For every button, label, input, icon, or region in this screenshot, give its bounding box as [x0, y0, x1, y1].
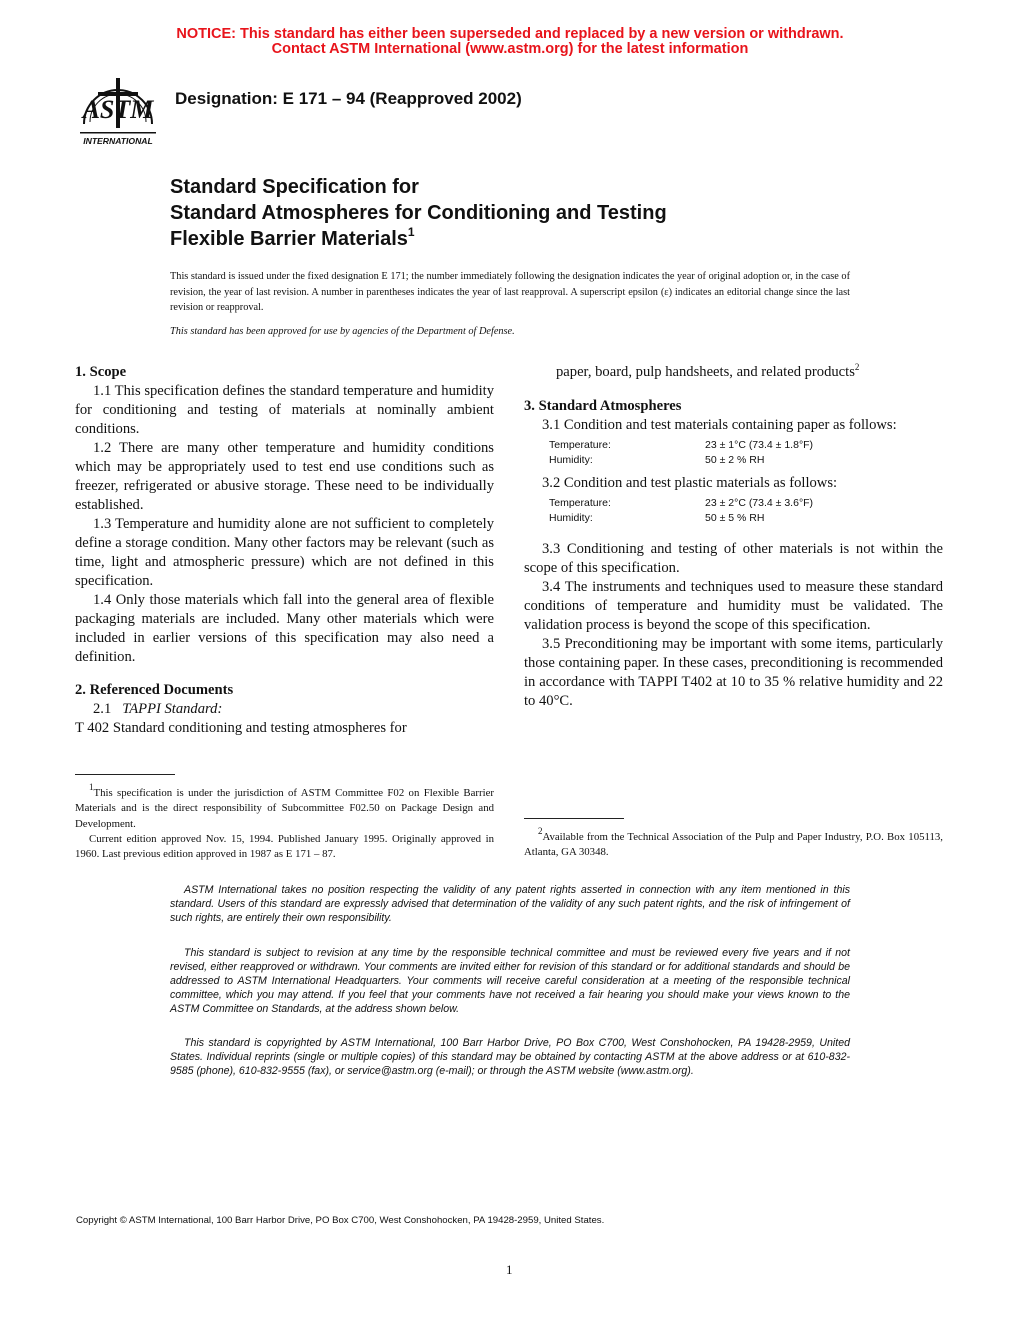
title-footnote-mark[interactable]: 1 [407, 225, 415, 239]
footnote-2-text: Available from the Technical Association of the Pulp and Paper Industry, P.O. Box 105113, Atlanta, GA 30348. [524, 831, 943, 859]
logo-letters: ASTM [82, 95, 154, 124]
footnote-rule-left [75, 774, 175, 775]
tappi-sub-title: TAPPI Standard: [122, 701, 223, 717]
footnote-1-mark: 1 [89, 782, 94, 792]
patent-disclaimer-text: ASTM International takes no position respecting the validity of any patent rights asserted in connection with any item mentioned in this standard. Users of this standard are expressly advised that determination of the validity of any such patent rights, and the risk of infringement of such rights, are entirely their own responsibility. [170, 884, 850, 924]
right-column [524, 363, 943, 711]
atm-para-3-2: 3.2 Condition and test plastic materials as follows: [542, 475, 838, 491]
atm-para-3-4: 3.4 The instruments and techniques used to measure these standard conditions of temperature and humidity must be validated. The validation process is beyond the scope of this specification. [524, 579, 943, 633]
left-column [75, 363, 494, 738]
title-line-3-text: Flexible Barrier Materials [170, 228, 408, 250]
paper-humidity-value: 50 ± 2 % RH [705, 454, 765, 466]
copyright-footer: Copyright © ASTM International, 100 Barr Harbor Drive, PO Box C700, West Conshohocken, PA 19428-2959, United States. [76, 1215, 605, 1226]
footnote-1 [75, 782, 494, 832]
footnote-1-edition: Current edition approved Nov. 15, 1994. Published January 1995. Originally approved in 1960. Last previous edition approved in 1987 as E 171 – 87. [75, 832, 494, 861]
logo-caption: INTERNATIONAL [83, 136, 153, 146]
patent-disclaimer [170, 883, 850, 925]
plastic-temp-label: Temperature: [549, 497, 611, 509]
tappi-sub-number: 2.1 [93, 701, 112, 717]
footnote-rule-right [524, 818, 624, 819]
tappi-standard-subheading [75, 700, 494, 719]
footnotes-right [524, 826, 943, 861]
plastic-temp-value: 23 ± 2°C (73.4 ± 3.6°F) [705, 497, 814, 509]
paper-conditions [549, 438, 943, 468]
footnote-2 [524, 826, 943, 861]
plastic-conditions [549, 496, 943, 526]
defense-note: This standard has been approved for use by agencies of the Department of Defense. [170, 326, 515, 337]
footnotes-left [75, 782, 494, 862]
paper-temp-value: 23 ± 1°C (73.4 ± 1.8°F) [705, 439, 814, 451]
title-line-3 [170, 226, 667, 252]
document-title [170, 174, 667, 252]
atm-para-3-5: 3.5 Preconditioning may be important with some items, particularly those containing paper. In these cases, preconditioning is recommended in accordance with TAPPI T402 at 10 to 35 % relative humidity and 22 to 40°C. [524, 636, 943, 709]
paper-temp-label: Temperature: [549, 439, 611, 451]
copyright-disclaimer [170, 1036, 850, 1078]
copyright-disclaimer-text: This standard is copyrighted by ASTM International, 100 Barr Harbor Drive, PO Box C700, West Conshohocken, PA 19428-2959, United States. Individual reprints (single or multiple copies) of this standard may be obtained by contacting ASTM at the above address or at 610-832-9585 (phone), 610-832-9555 (fax), or service@astm.org (e-mail); or through the ASTM website (www.astm.org). [170, 1037, 850, 1077]
astm-logo-mark [76, 72, 160, 150]
page-number: 1 [506, 1262, 513, 1277]
scope-para-1-1: 1.1 This specification defines the standard temperature and humidity for conditioning and testing of materials at nominally ambient conditions. [75, 383, 494, 437]
atm-para-3-1: 3.1 Condition and test materials containing paper as follows: [542, 417, 897, 433]
scope-para-1-4: 1.4 Only those materials which fall into the general area of flexible packaging materials are included. Many other materials which were included in earlier versions of this specification may also need a definition. [75, 592, 494, 665]
paper-humidity-label: Humidity: [549, 454, 593, 466]
tappi-t402-item-continued-text: paper, board, pulp handsheets, and related products [556, 364, 855, 380]
scope-para-1-3: 1.3 Temperature and humidity alone are not sufficient to completely define a storage condition. Many other factors may be relevant (such as time, light and atmospheric pressure) which are not defined in this specification. [75, 516, 494, 589]
plastic-humidity-value: 50 ± 5 % RH [705, 512, 765, 524]
title-line-2: Standard Atmospheres for Conditioning and Testing [170, 202, 667, 224]
title-line-1: Standard Specification for [170, 176, 419, 198]
standard-atmospheres-heading: 3. Standard Atmospheres [524, 398, 682, 414]
astm-logo [76, 72, 160, 150]
scope-heading: 1. Scope [75, 364, 127, 380]
preamble: This standard is issued under the fixed designation E 171; the number immediately following the designation indicates the year of original adoption or, in the case of revision, the year of last revision. A number in parentheses indicates the year of last reapproval. A superscript epsilon (ε) indicates an editorial change since the last revision or reapproval. [170, 271, 850, 313]
designation: Designation: E 171 – 94 (Reapproved 2002) [175, 89, 522, 108]
tappi-t402-item-continued [524, 363, 943, 382]
footnote-2-mark: 2 [538, 826, 543, 836]
scope-para-1-2: 1.2 There are many other temperature and humidity conditions which may be appropriately used to test end use conditions such as freezer, refrigerated or abusive storage. These need to be individually established. [75, 440, 494, 513]
revision-disclaimer [170, 946, 850, 1016]
tappi-t402-item: T 402 Standard conditioning and testing atmospheres for [75, 720, 407, 736]
notice-line-2: Contact ASTM International (www.astm.org) for the latest information [271, 41, 749, 57]
footnote-2-ref[interactable]: 2 [854, 362, 860, 372]
superseded-notice [0, 27, 1020, 57]
footnote-1-text: This specification is under the jurisdiction of ASTM Committee F02 on Flexible Barrier Materials and is the direct responsibility of Subcommittee F02.50 on Package Design and Development. [75, 787, 494, 830]
referenced-documents-heading: 2. Referenced Documents [75, 682, 234, 698]
plastic-humidity-label: Humidity: [549, 512, 593, 524]
atm-para-3-3: 3.3 Conditioning and testing of other materials is not within the scope of this specification. [524, 541, 943, 576]
revision-disclaimer-text: This standard is subject to revision at any time by the responsible technical committee and must be reviewed every five years and if not revised, either reapproved or withdrawn. Your comments are invited either for revision of this standard or for additional standards and should be addressed to ASTM International Headquarters. Your comments will receive careful consideration at a meeting of the responsible technical committee, which you may attend. If you feel that your comments have not received a fair hearing you should make your views known to the ASTM Committee on Standards, at the address shown below. [170, 947, 850, 1015]
notice-line-1: NOTICE: This standard has either been superseded and replaced by a new version or withdrawn. [176, 26, 844, 42]
